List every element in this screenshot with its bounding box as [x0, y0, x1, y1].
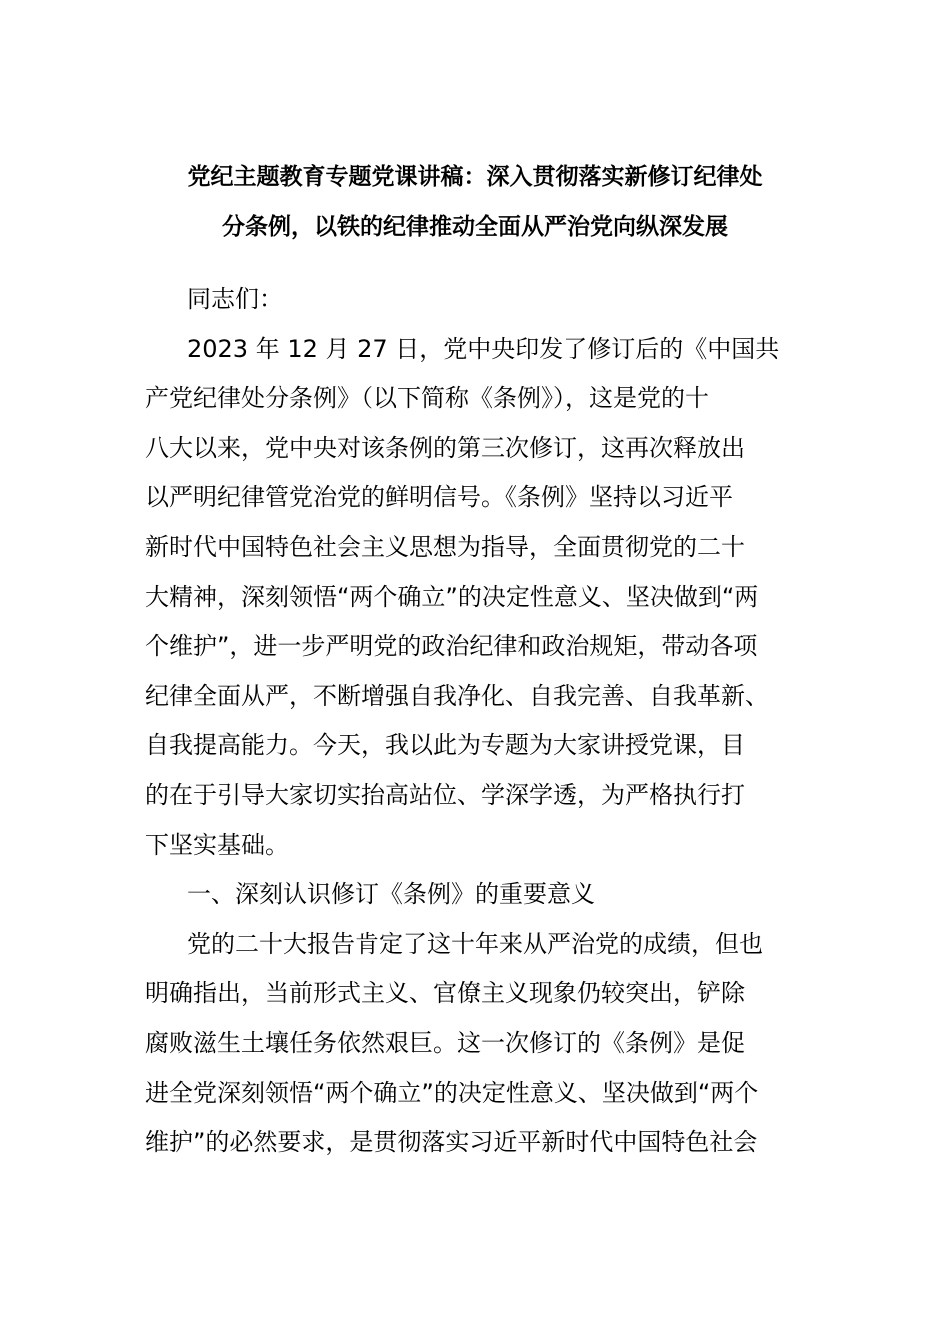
paragraph-line: 下坚实基础。 [145, 830, 289, 859]
paragraph-line: 的在于引导大家切实抬高站位、学深学透，为严格执行打 [145, 780, 745, 809]
salutation: 同志们： [187, 285, 283, 313]
paragraph-line: 2023 年 12 月 27 日，党中央印发了修订后的《中国共 [187, 334, 780, 363]
document-body [145, 275, 810, 1168]
title-line-2: 分条例，以铁的纪律推动全面从严治党向纵深发展 [222, 214, 728, 240]
paragraph-line: 明确指出，当前形式主义、官僚主义现象仍较突出，铲除 [145, 979, 745, 1008]
paragraph-line: 维护”的必然要求，是贯彻落实习近平新时代中国特色社会 [145, 1128, 758, 1157]
paragraph-line: 进全党深刻领悟“两个确立”的决定性意义、坚决做到“两个 [145, 1078, 759, 1107]
paragraph-line: 新时代中国特色社会主义思想为指导，全面贯彻党的二十 [145, 532, 745, 561]
paragraph-line: 自我提高能力。今天，我以此为专题为大家讲授党课，目 [145, 731, 745, 760]
paragraph-line: 个维护”，进一步严明党的政治纪律和政治规矩，带动各项 [145, 632, 758, 661]
paragraph-line: 腐败滋生土壤任务依然艰巨。这一次修订的《条例》是促 [145, 1028, 745, 1057]
paragraph-line: 八大以来，党中央对该条例的第三次修订，这再次释放出 [145, 433, 745, 462]
paragraph-line: 产党纪律处分条例》（以下简称《条例》），这是党的十 [145, 384, 709, 413]
paragraph-line: 以严明纪律管党治党的鲜明信号。《条例》坚持以习近平 [145, 483, 733, 512]
document-title [140, 152, 810, 252]
title-line-1: 党纪主题教育专题党课讲稿：深入贯彻落实新修订纪律处 [187, 164, 763, 190]
section-heading: 一、深刻认识修订《条例》的重要意义 [187, 880, 595, 909]
paragraph-line: 大精神，深刻领悟“两个确立”的决定性意义、坚决做到“两 [145, 582, 759, 611]
paragraph-line: 党的二十大报告肯定了这十年来从严治党的成绩，但也 [187, 929, 763, 958]
paragraph-line: 纪律全面从严，不断增强自我净化、自我完善、自我革新、 [145, 681, 769, 710]
